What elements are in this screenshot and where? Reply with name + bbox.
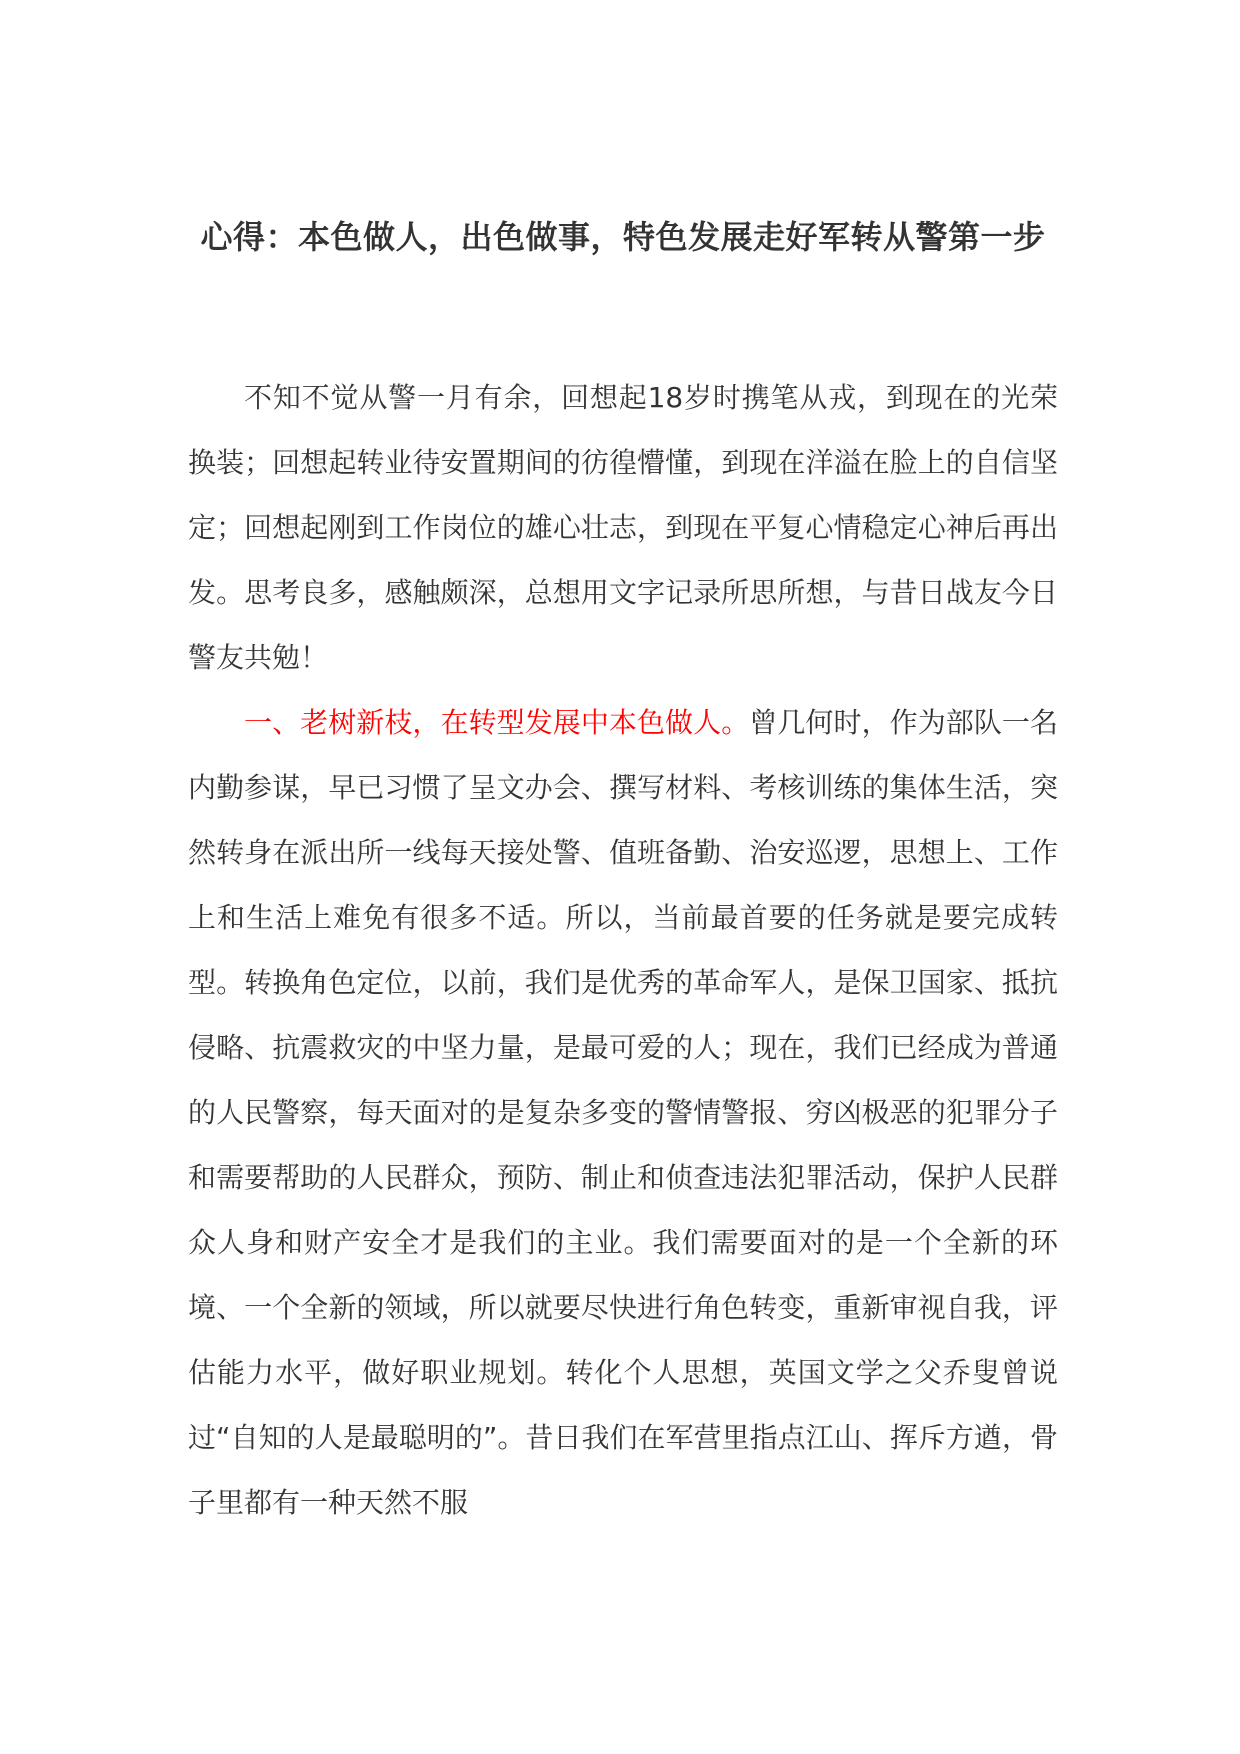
document-body bbox=[188, 365, 1058, 1535]
intro-paragraph-text: 不知不觉从警一月有余，回想起18岁时携笔从戎，到现在的光荣换装；回想起转业待安置期间的彷徨懵懂，到现在洋溢在脸上的自信坚定；回想起刚到工作岗位的雄心壮志，到现在平复心情稳定心神后再出发。思考良多，感触颇深，总想用文字记录所思所想，与昔日战友今日警友共勉！ bbox=[188, 381, 1058, 674]
intro-paragraph bbox=[188, 365, 1058, 690]
section-one-heading: 一、老树新枝，在转型发展中本色做人。 bbox=[244, 706, 750, 739]
section-one-text: 曾几何时，作为部队一名内勤参谋，早已习惯了呈文办会、撰写材料、考核训练的集体生活，突然转身在派出所一线每天接处警、值班备勤、治安巡逻，思想上、工作上和生活上难免有很多不适。所以，当前最首要的任务就是要完成转型。转换角色定位，以前，我们是优秀的革命军人，是保卫国家、抵抗侵略、抗震救灾的中坚力量，是最可爱的人；现在，我们已经成为普通的人民警察，每天面对的是复杂多变的警情警报、穷凶极恶的犯罪分子和需要帮助的人民群众，预防、制止和侦查违法犯罪活动，保护人民群众人身和财产安全才是我们的主业。我们需要面对的是一个全新的环境、一个全新的领域，所以就要尽快进行角色转变，重新审视自我，评估能力水平，做好职业规划。转化个人思想，英国文学之父乔叟曾说过“自知的人是最聪明的”。昔日我们在军营里指点江山、挥斥方遒，骨子里都有一种天然不服 bbox=[188, 706, 1058, 1519]
section-one-paragraph bbox=[188, 690, 1058, 1535]
document-title: 心得：本色做人，出色做事，特色发展走好军转从警第一步 bbox=[200, 218, 1046, 256]
